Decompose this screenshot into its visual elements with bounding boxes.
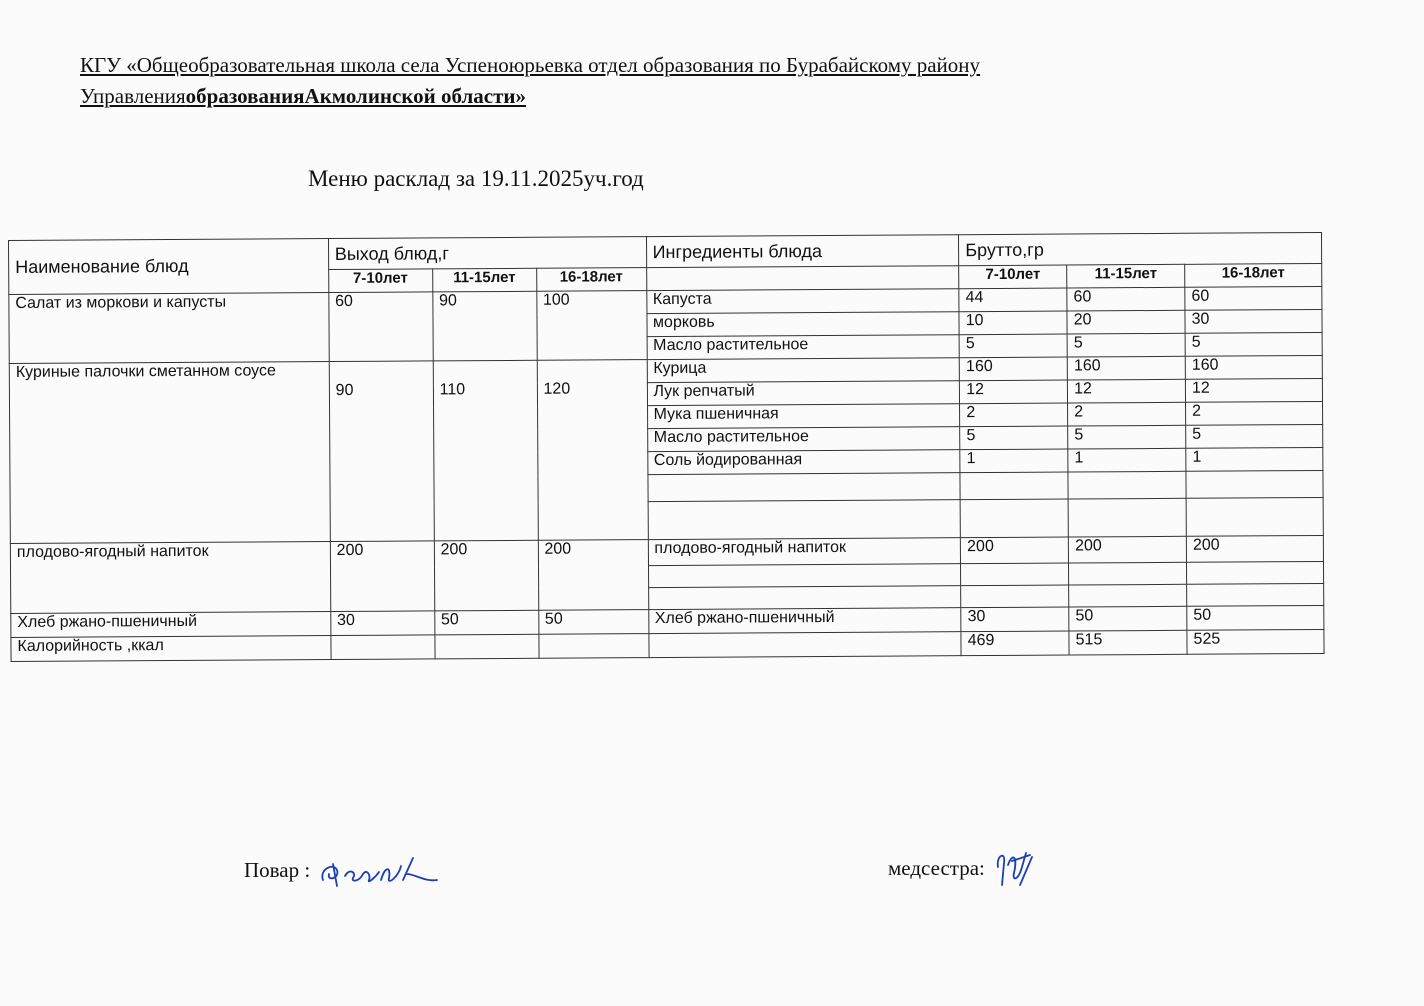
empty-cell xyxy=(1068,498,1186,537)
empty-cell xyxy=(1069,562,1187,585)
empty-cell xyxy=(1187,583,1324,606)
dish-output-1: 200 xyxy=(330,541,434,612)
ingredient-gross-2: 5 xyxy=(1068,425,1186,449)
empty-cell xyxy=(1068,471,1186,499)
ingredient-name: Курица xyxy=(647,358,960,383)
calories-value-3: 525 xyxy=(1187,629,1324,654)
nurse-signature xyxy=(990,845,1040,895)
page-title: Меню расклад за 19.11.2025уч.год xyxy=(308,166,644,191)
ingredient-gross-1: 5 xyxy=(959,334,1067,358)
cook-signature xyxy=(315,852,445,892)
gross-age-1: 7-10лет xyxy=(959,265,1067,289)
nurse-label: медсестра: xyxy=(888,855,985,880)
ingredient-gross-1: 44 xyxy=(959,288,1067,312)
ingredient-name: Соль йодированная xyxy=(647,450,960,475)
empty-cell xyxy=(960,472,1068,500)
dish-name: Куриные палочки сметанном соусе xyxy=(9,362,330,544)
ingredient-gross-3: 160 xyxy=(1185,355,1322,379)
cook-label: Повар : xyxy=(244,857,311,882)
empty-cell xyxy=(648,586,961,610)
ingredient-gross-3: 2 xyxy=(1186,401,1323,425)
ingredient-gross-3: 60 xyxy=(1185,286,1322,310)
ingredient-gross-2: 20 xyxy=(1067,310,1185,334)
ingredient-gross-3: 50 xyxy=(1187,605,1324,630)
ingredient-gross-3: 12 xyxy=(1185,378,1322,402)
empty-cell xyxy=(648,632,961,658)
ingredient-gross-3: 5 xyxy=(1186,424,1323,448)
dish-output-1: 60 xyxy=(329,292,433,362)
col-header-output: Выход блюд,г xyxy=(328,237,646,270)
output-age-3: 16-18лет xyxy=(536,268,646,292)
ingredient-gross-1: 1 xyxy=(960,449,1068,473)
ingredient-gross-2: 12 xyxy=(1068,379,1186,403)
empty-cell xyxy=(435,634,539,659)
ingredient-gross-1: 30 xyxy=(961,607,1069,632)
empty-cell xyxy=(647,473,960,502)
menu-table xyxy=(8,232,1325,662)
col-header-ingredients: Ингредиенты блюда xyxy=(646,235,959,268)
calories-value-2: 515 xyxy=(1069,630,1187,655)
empty-cell xyxy=(1186,470,1323,498)
gross-age-2: 11-15лет xyxy=(1067,264,1185,288)
output-age-1: 7-10лет xyxy=(328,269,432,293)
ingredient-gross-1: 200 xyxy=(961,537,1069,564)
ingredient-name: Хлеб ржано-пшеничный xyxy=(648,608,961,634)
empty-cell xyxy=(331,635,435,660)
dish-output-2: 90 xyxy=(432,291,536,361)
dish-name: Хлеб ржано-пшеничный xyxy=(11,612,331,638)
ingredient-name: Лук репчатый xyxy=(647,381,960,406)
ingredient-gross-2: 2 xyxy=(1068,402,1186,426)
calories-label: Калорийность ,ккал xyxy=(11,636,331,662)
ingredient-gross-2: 5 xyxy=(1067,333,1185,357)
empty-cell xyxy=(1186,497,1323,536)
header-line-2-part-2: образованияАкмолинской области» xyxy=(185,84,527,108)
empty-cell xyxy=(1187,561,1324,584)
ingredient-gross-1: 12 xyxy=(960,380,1068,404)
empty-cell xyxy=(961,585,1069,608)
ingredient-gross-1: 5 xyxy=(960,426,1068,450)
gross-age-3: 16-18лет xyxy=(1185,263,1322,287)
dish-output-3 xyxy=(537,360,648,541)
ingredient-name: Мука пшеничная xyxy=(647,404,960,429)
ingredient-gross-2: 160 xyxy=(1067,356,1185,380)
dish-output-3-value: 120 xyxy=(543,380,571,398)
dish-output-2 xyxy=(433,360,538,541)
dish-name: Салат из моркови и капусты xyxy=(9,293,329,364)
dish-output-1 xyxy=(329,361,434,542)
dish-output-3: 100 xyxy=(536,291,646,361)
cook-signature-block xyxy=(244,852,445,892)
header-line-1: КГУ «Общеобразовательная школа села Успеноюрьевка отдел образования по Бурабайскому району xyxy=(80,53,981,77)
empty-cell xyxy=(538,634,648,659)
nurse-signature-block xyxy=(888,845,1040,895)
ingredient-name: морковь xyxy=(646,312,959,337)
empty-cell xyxy=(648,564,961,588)
header-line-2-part-1: Управления xyxy=(80,84,186,108)
ingredient-gross-1: 2 xyxy=(960,403,1068,427)
dish-output-2: 50 xyxy=(434,610,538,635)
dish-output-3: 200 xyxy=(538,540,648,611)
ingredient-gross-3: 1 xyxy=(1186,447,1323,471)
col-header-dish: Наименование блюд xyxy=(9,239,329,295)
dish-output-1: 30 xyxy=(331,611,435,636)
ingredient-gross-1: 10 xyxy=(959,311,1067,335)
ingredient-name: Масло растительное xyxy=(647,335,960,360)
ingredient-name: плодово-ягодный напиток xyxy=(648,538,961,566)
dish-output-3: 50 xyxy=(538,610,648,635)
ingredient-name: Масло растительное xyxy=(647,427,960,452)
ingredient-name: Капуста xyxy=(646,289,959,314)
ingredients-subheader-empty xyxy=(646,266,959,291)
empty-cell xyxy=(960,499,1068,538)
dish-output-2: 200 xyxy=(434,540,538,611)
col-header-gross: Брутто,гр xyxy=(959,232,1322,265)
ingredient-gross-3: 5 xyxy=(1185,332,1322,356)
header-line-2 xyxy=(80,81,1180,112)
empty-cell xyxy=(961,563,1069,586)
ingredient-gross-2: 1 xyxy=(1068,448,1186,472)
ingredient-gross-2: 200 xyxy=(1068,536,1186,563)
document-header xyxy=(80,50,1180,112)
ingredient-gross-2: 60 xyxy=(1067,287,1185,311)
dish-output-1-value: 90 xyxy=(335,381,354,400)
calories-value-1: 469 xyxy=(961,631,1069,656)
ingredient-gross-3: 30 xyxy=(1185,309,1322,333)
empty-cell xyxy=(648,500,961,540)
dish-name: плодово-ягодный напиток xyxy=(10,542,330,614)
ingredient-gross-2: 50 xyxy=(1069,606,1187,631)
dish-output-2-value: 110 xyxy=(439,381,466,399)
ingredient-gross-3: 200 xyxy=(1186,535,1323,562)
output-age-2: 11-15лет xyxy=(432,268,536,292)
empty-cell xyxy=(1069,584,1187,607)
ingredient-gross-1: 160 xyxy=(959,357,1067,381)
